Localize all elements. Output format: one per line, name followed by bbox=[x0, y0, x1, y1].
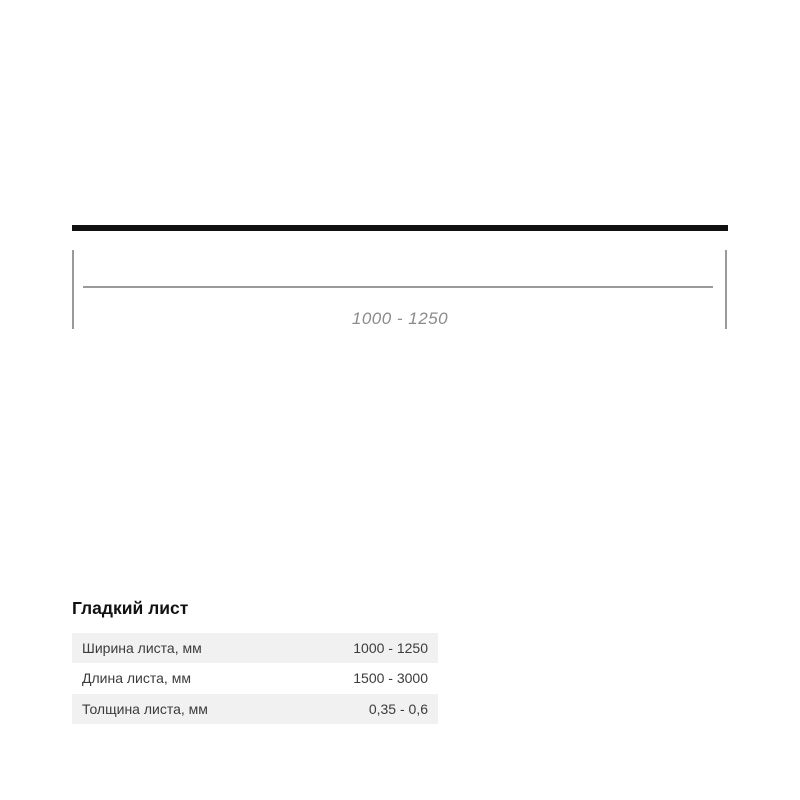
spec-section bbox=[72, 598, 438, 724]
table-row-width bbox=[72, 633, 438, 663]
row-value: 0,35 - 0,6 bbox=[368, 700, 428, 717]
spec-title: Гладкий лист bbox=[72, 598, 189, 618]
sheet-profile-line bbox=[72, 225, 728, 231]
table-row-length bbox=[72, 663, 438, 693]
sheet-profile-diagram bbox=[0, 0, 800, 340]
row-label: Толщина листа, мм bbox=[82, 700, 208, 717]
row-label: Ширина листа, мм bbox=[82, 640, 202, 657]
dimension-line bbox=[83, 286, 713, 288]
table-row-thickness bbox=[72, 694, 438, 724]
row-label: Длина листа, мм bbox=[82, 670, 191, 687]
spec-table bbox=[72, 633, 438, 724]
row-value: 1000 - 1250 bbox=[353, 640, 428, 657]
width-dimension-label: 1000 - 1250 bbox=[351, 309, 449, 328]
row-value: 1500 - 3000 bbox=[353, 670, 428, 687]
